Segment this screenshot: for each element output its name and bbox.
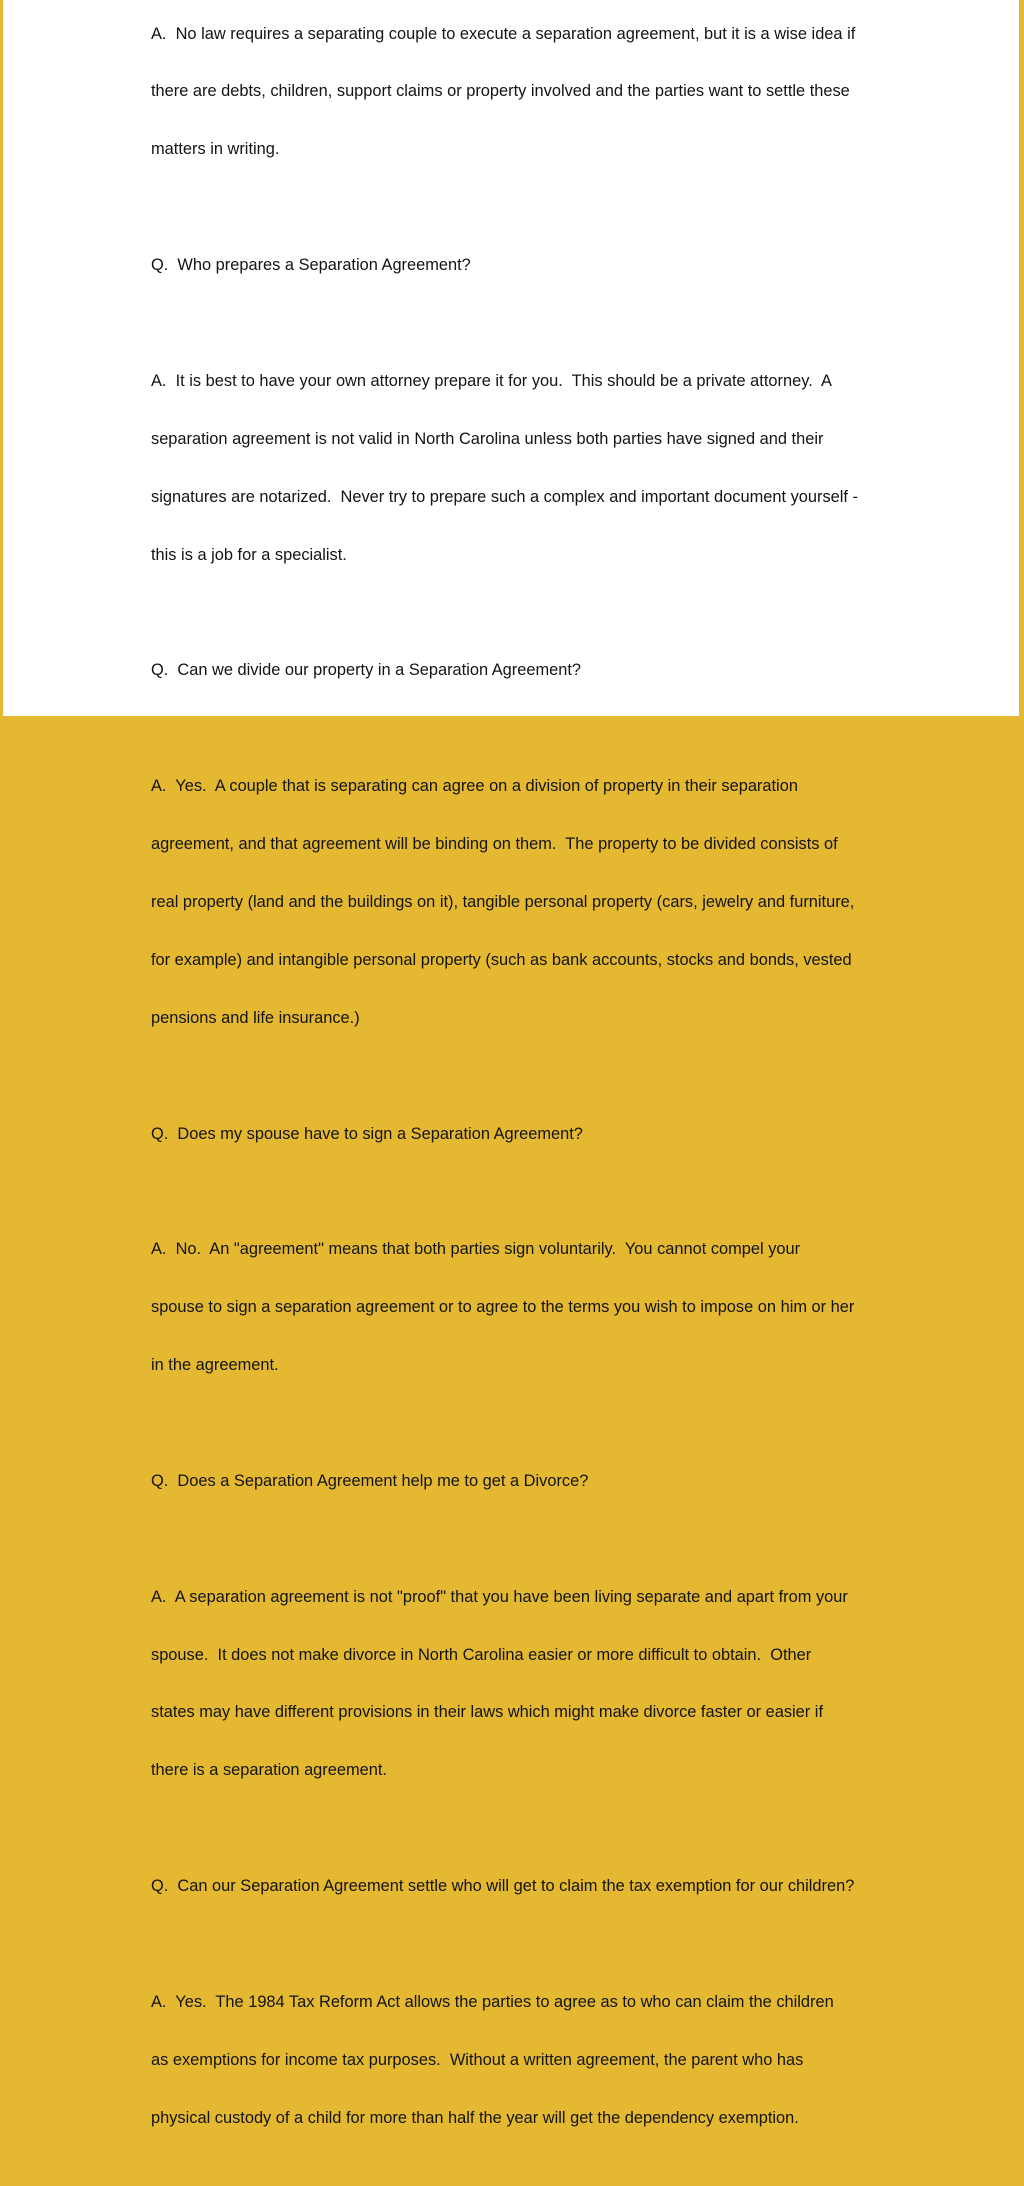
- question-paragraph: [151, 1839, 891, 1935]
- text-line: A. A separation agreement is not "proof" that you have been living separate and apart from your: [151, 1587, 848, 1606]
- answer-paragraph: [151, 1202, 891, 1414]
- text-line: Q. Who prepares a Separation Agreement?: [151, 256, 471, 275]
- text-line: A. No law requires a separating couple to execute a separation agreement, but it is a wise idea if: [151, 24, 856, 43]
- text-line: matters in writing.: [151, 140, 280, 159]
- answer-paragraph: [151, 0, 891, 198]
- text-line: for example) and intangible personal property (such as bank accounts, stocks and bonds, vested: [151, 950, 852, 969]
- text-line: there is a separation agreement.: [151, 1761, 387, 1780]
- text-line: spouse. It does not make divorce in North Carolina easier or more difficult to obtain. Other: [151, 1645, 812, 1664]
- question-paragraph: [151, 623, 891, 719]
- answer-paragraph: [151, 333, 891, 603]
- question-paragraph: [151, 1433, 891, 1529]
- text-line: separation agreement is not valid in North Carolina unless both parties have signed and their: [151, 429, 824, 448]
- document-body: [151, 0, 891, 2186]
- question-paragraph: [151, 1086, 891, 1182]
- text-line: Q. Can our Separation Agreement settle who will get to claim the tax exemption for our children?: [151, 1877, 855, 1896]
- text-line: A. It is best to have your own attorney prepare it for you. This should be a private attorney. A: [151, 371, 832, 390]
- text-line: signatures are notarized. Never try to prepare such a complex and important document yourself -: [151, 487, 858, 506]
- text-line: in the agreement.: [151, 1356, 279, 1375]
- text-line: Q. Does my spouse have to sign a Separation Agreement?: [151, 1124, 583, 1143]
- text-line: there are debts, children, support claims or property involved and the parties want to settle these: [151, 82, 850, 101]
- text-line: this is a job for a specialist.: [151, 545, 347, 564]
- text-line: A. Yes. A couple that is separating can agree on a division of property in their separation: [151, 777, 798, 796]
- question-paragraph: [151, 218, 891, 314]
- answer-paragraph: [151, 739, 891, 1067]
- text-line: pensions and life insurance.): [151, 1008, 360, 1027]
- document-page: [3, 0, 1019, 2127]
- text-line: as exemptions for income tax purposes. Without a written agreement, the parent who has: [151, 2050, 804, 2069]
- text-line: spouse to sign a separation agreement or to agree to the terms you wish to impose on him or her: [151, 1298, 855, 1317]
- text-line: real property (land and the buildings on it), tangible personal property (cars, jewelry and furniture,: [151, 892, 855, 911]
- text-line: agreement, and that agreement will be binding on them. The property to be divided consists of: [151, 835, 838, 854]
- text-line: states may have different provisions in their laws which might make divorce faster or easier if: [151, 1703, 823, 1722]
- answer-paragraph: [151, 1549, 891, 1819]
- text-line: Q. Can we divide our property in a Separation Agreement?: [151, 661, 582, 680]
- text-line: physical custody of a child for more than half the year will get the dependency exemption.: [151, 2108, 799, 2127]
- text-line: Q. Does a Separation Agreement help me to get a Divorce?: [151, 1471, 589, 1490]
- answer-paragraph: [151, 1954, 891, 2166]
- text-line: A. No. An "agreement" means that both parties sign voluntarily. You cannot compel your: [151, 1240, 801, 1259]
- text-line: A. Yes. The 1984 Tax Reform Act allows the parties to agree as to who can claim the children: [151, 1992, 834, 2011]
